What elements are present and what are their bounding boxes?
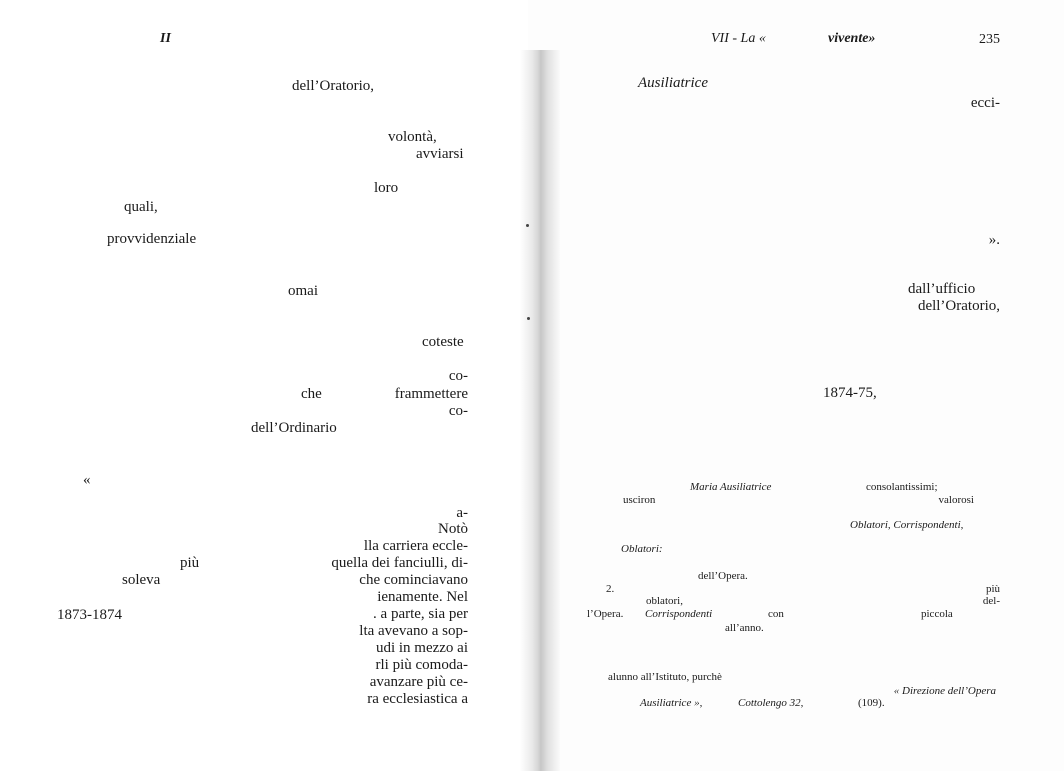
- text-fragment: dell’Oratorio,: [917, 298, 1000, 314]
- text-fragment: dall’ufficio: [908, 281, 976, 297]
- footnote-fragment: all’anno.: [725, 622, 764, 634]
- footnote-fragment: Ausiliatrice »,: [640, 697, 703, 709]
- text-fragment: ienamente. Nel: [377, 589, 468, 605]
- text-fragment: ecci-: [970, 95, 1000, 111]
- right-page: [528, 0, 1064, 771]
- footnote-fragment: l’Opera.: [587, 608, 624, 620]
- text-fragment: coteste: [422, 334, 464, 350]
- text-fragment: loro: [374, 180, 399, 196]
- page-number: 235: [979, 32, 1000, 47]
- text-fragment: avanzare più ce-: [369, 674, 468, 690]
- left-page: [0, 0, 528, 771]
- footnote-fragment: Oblatori, Corrispondenti,: [850, 519, 964, 531]
- footnote-fragment: del-: [982, 595, 1000, 607]
- footnote-fragment: valorosi: [938, 494, 974, 506]
- text-fragment: lta avevano a sop-: [359, 623, 468, 639]
- text-fragment: provvidenziale: [107, 231, 197, 247]
- text-fragment: dell’Oratorio,: [292, 78, 375, 94]
- footnote-fragment: oblatori,: [646, 595, 683, 607]
- text-fragment: a-: [456, 505, 468, 521]
- text-fragment: ra ecclesiastica a: [367, 691, 468, 707]
- text-fragment: . a parte, sia per: [373, 606, 468, 622]
- footnote-fragment: piccola: [921, 608, 953, 620]
- text-fragment: quella dei fanciulli, di-: [331, 555, 468, 571]
- footnote-fragment: consolantissimi;: [866, 481, 938, 493]
- text-fragment: ».: [988, 232, 1000, 248]
- text-fragment: frammettere: [394, 386, 468, 402]
- text-fragment: quali,: [124, 199, 158, 215]
- footnote-fragment: 2.: [606, 583, 615, 595]
- footnote-fragment: Cottolengo 32,: [738, 697, 804, 709]
- text-fragment: lla carriera eccle-: [363, 538, 468, 554]
- text-fragment: Ausiliatrice: [638, 75, 708, 91]
- paper-speck: [527, 317, 530, 320]
- text-fragment: rli più comoda-: [375, 657, 468, 673]
- text-fragment: «: [83, 472, 91, 488]
- text-fragment: omai: [288, 283, 318, 299]
- text-fragment: 1873-1874: [57, 607, 122, 623]
- footnote-fragment: Oblatori:: [621, 543, 663, 555]
- running-header: II: [160, 31, 171, 46]
- running-header-title: vivente»: [828, 31, 876, 46]
- footnote-fragment: « Direzione dell’Opera: [893, 685, 996, 697]
- book-gutter-shadow: [520, 50, 560, 771]
- text-fragment: che: [301, 386, 322, 402]
- footnote-fragment: Maria Ausiliatrice: [690, 481, 772, 493]
- text-fragment: volontà,: [388, 129, 437, 145]
- paper-speck: [526, 224, 529, 227]
- footnote-fragment: (109).: [858, 697, 885, 709]
- footnote-fragment: usciron: [623, 494, 656, 506]
- text-fragment: 1874-75,: [823, 385, 877, 401]
- footnote-fragment: più: [985, 583, 1000, 595]
- footnote-fragment: alunno all’Istituto, purchè: [608, 671, 722, 683]
- text-fragment: soleva: [122, 572, 161, 588]
- running-header: VII - La «: [711, 31, 766, 46]
- text-fragment: che cominciavano: [359, 572, 468, 588]
- text-fragment: Notò: [438, 521, 468, 537]
- text-fragment: avviarsi: [416, 146, 464, 162]
- text-fragment: più: [180, 555, 200, 571]
- footnote-fragment: dell’Opera.: [698, 570, 748, 582]
- footnote-fragment: con: [768, 608, 784, 620]
- text-fragment: co-: [448, 368, 468, 384]
- footnote-fragment: Corrispondenti: [645, 608, 713, 620]
- text-fragment: udi in mezzo ai: [375, 640, 468, 656]
- text-fragment: co-: [448, 403, 468, 419]
- text-fragment: dell’Ordinario: [251, 420, 337, 436]
